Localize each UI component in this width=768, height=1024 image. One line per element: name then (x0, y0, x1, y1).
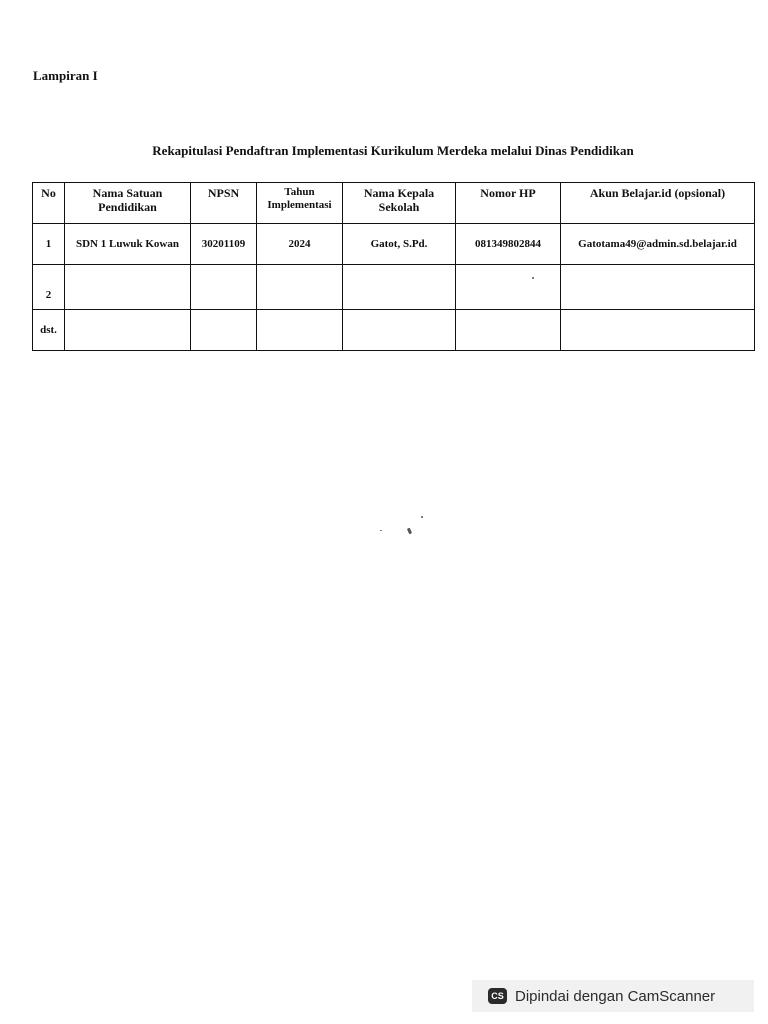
cell-school-name (65, 310, 191, 351)
cell-account (561, 265, 755, 310)
header-no: No (33, 183, 65, 224)
cell-phone (456, 310, 561, 351)
cell-no: 1 (33, 224, 65, 265)
cell-phone (456, 265, 561, 310)
header-account: Akun Belajar.id (opsional) (561, 183, 755, 224)
scan-speck (407, 528, 412, 535)
scan-speck (380, 530, 382, 531)
cell-account (561, 310, 755, 351)
scan-speck (532, 277, 534, 279)
cell-year: 2024 (257, 224, 343, 265)
header-phone: Nomor HP (456, 183, 561, 224)
cell-principal (343, 265, 456, 310)
camscanner-badge (472, 980, 754, 1012)
cell-year (257, 265, 343, 310)
table-row (33, 265, 755, 310)
cell-npsn (191, 265, 257, 310)
cell-school-name (65, 265, 191, 310)
attachment-label: Lampiran I (33, 68, 98, 83)
cell-year (257, 310, 343, 351)
cell-no: dst. (33, 310, 65, 351)
table-row (33, 224, 755, 265)
table-header-row (33, 183, 755, 224)
cell-principal: Gatot, S.Pd. (343, 224, 456, 265)
header-principal: Nama Kepala Sekolah (343, 183, 456, 224)
camscanner-logo-icon: CS (488, 988, 507, 1004)
cell-account: Gatotama49@admin.sd.belajar.id (561, 224, 755, 265)
document-title: Rekapitulasi Pendaftran Implementasi Kurikulum Merdeka melalui Dinas Pendidikan (152, 143, 634, 158)
cell-phone: 081349802844 (456, 224, 561, 265)
scan-speck (421, 516, 423, 518)
header-npsn: NPSN (191, 183, 257, 224)
cell-principal (343, 310, 456, 351)
cell-npsn: 30201109 (191, 224, 257, 265)
cell-no: 2 (33, 265, 65, 310)
header-year: Tahun Implementasi (257, 183, 343, 224)
cell-npsn (191, 310, 257, 351)
camscanner-text: Dipindai dengan CamScanner (515, 987, 716, 1005)
header-school-name: Nama Satuan Pendidikan (65, 183, 191, 224)
registration-table (32, 182, 755, 351)
table-row (33, 310, 755, 351)
cell-school-name: SDN 1 Luwuk Kowan (65, 224, 191, 265)
